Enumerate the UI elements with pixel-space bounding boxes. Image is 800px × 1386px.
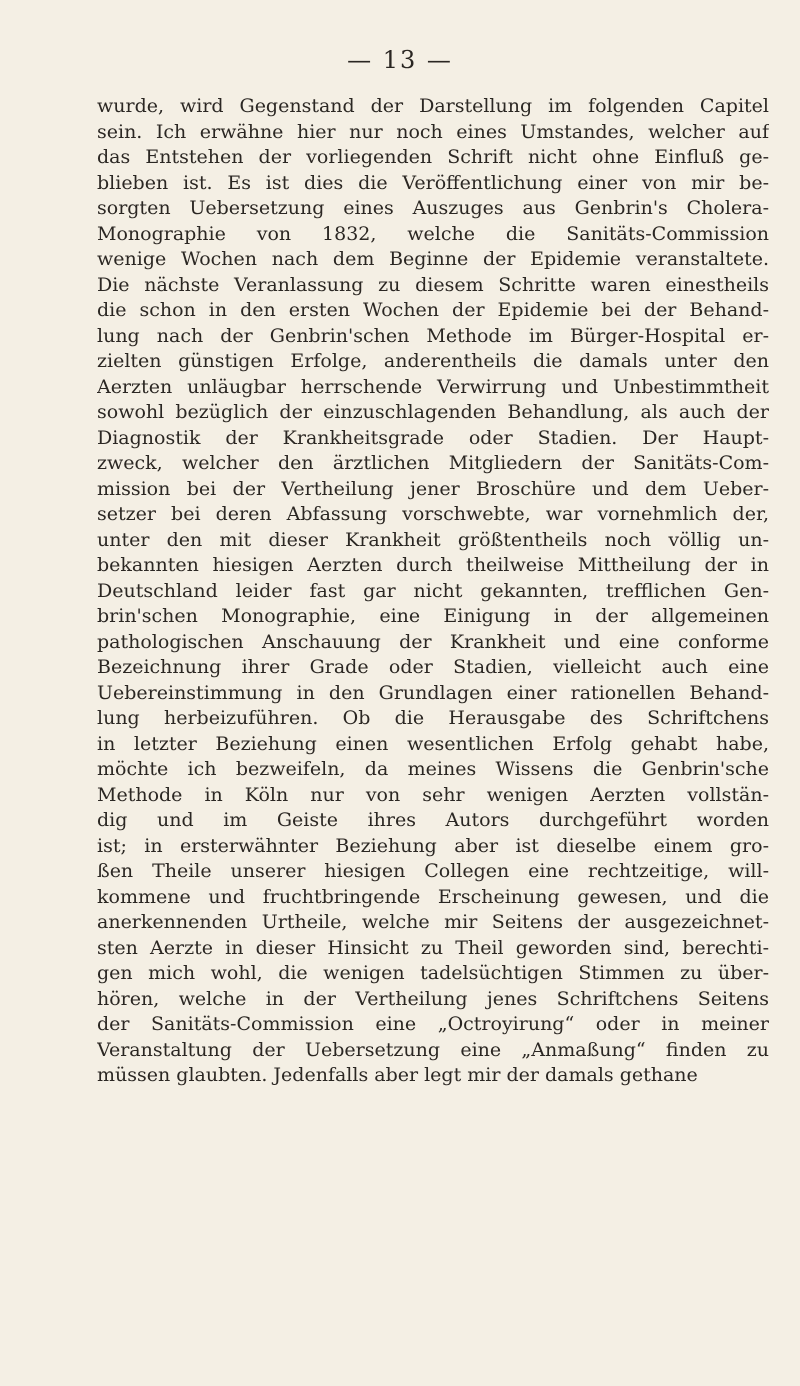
text-line: wurde, wird Gegenstand der Darstellung im folgenden Capitel — [97, 95, 769, 117]
text-line: Aerzten unläugbar herrschende Verwirrung und Unbestimmtheit — [97, 375, 769, 398]
text-line: Methode in Köln nur von sehr wenigen Aerzten vollstän- — [97, 783, 769, 806]
text-line: setzer bei deren Abfassung vorschwebte, war vornehmlich der, — [97, 503, 769, 525]
text-line: sowohl bezüglich der einzuschlagenden Behandlung, als auch der — [97, 401, 769, 423]
text-line: dig und im Geiste ihres Autors durchgeführt worden — [97, 809, 769, 831]
text-line: brin'schen Monographie, eine Einigung in der allgemeinen — [97, 605, 769, 627]
text-line: gen mich wohl, die wenigen tadelsüchtigen Stimmen zu über- — [97, 962, 769, 984]
text-line: anerkennenden Urtheile, welche mir Seitens der ausgezeichnet- — [97, 911, 769, 933]
page-number: — 13 — — [347, 46, 453, 74]
text-line: Deutschland leider fast gar nicht gekannten, trefflichen Gen- — [97, 579, 769, 602]
text-line: bekannten hiesigen Aerzten durch theilweise Mittheilung der in — [97, 554, 769, 576]
text-line: ist; in ersterwähnter Beziehung aber ist dieselbe einem gro- — [97, 834, 769, 857]
text-line: Monographie von 1832, welche die Sanitäts-Commission — [97, 222, 769, 245]
text-line: zweck, welcher den ärztlichen Mitgliedern der Sanitäts-Com- — [97, 452, 769, 474]
text-line: lung herbeizuführen. Ob die Herausgabe des Schriftchens — [97, 707, 769, 729]
text-line: lung nach der Genbrin'schen Methode im Bürger-Hospital er- — [97, 324, 769, 347]
text-line: sorgten Uebersetzung eines Auszuges aus Genbrin's Cholera- — [97, 197, 769, 219]
text-line: Bezeichnung ihrer Grade oder Stadien, vielleicht auch eine — [97, 656, 769, 678]
text-line: müssen glaubten. Jedenfalls aber legt mir der damals gethane — [97, 1064, 698, 1086]
text-line: der Sanitäts-Commission eine „Octroyirung“ oder in meiner — [97, 1013, 769, 1035]
body-text — [97, 94, 769, 1089]
text-line: kommene und fruchtbringende Erscheinung gewesen, und die — [97, 885, 769, 908]
text-line: pathologischen Anschauung der Krankheit und eine conforme — [97, 630, 769, 653]
text-line: Uebereinstimmung in den Grundlagen einer rationellen Behand- — [97, 681, 769, 704]
text-line: mission bei der Vertheilung jener Broschüre und dem Ueber- — [97, 477, 769, 500]
text-line: zielten günstigen Erfolge, anderentheils die damals unter den — [97, 350, 769, 372]
text-line: blieben ist. Es ist dies die Veröffentlichung einer von mir be- — [97, 171, 769, 194]
text-line: Veranstaltung der Uebersetzung eine „Anmaßung“ finden zu — [97, 1038, 769, 1061]
text-line: sein. Ich erwähne hier nur noch eines Umstandes, welcher auf — [97, 120, 769, 143]
text-line: ßen Theile unserer hiesigen Collegen eine rechtzeitige, will- — [97, 860, 769, 882]
text-line: wenige Wochen nach dem Beginne der Epidemie veranstaltete. — [97, 248, 769, 270]
text-line: in letzter Beziehung einen wesentlichen Erfolg gehabt habe, — [97, 732, 769, 755]
text-line: sten Aerzte in dieser Hinsicht zu Theil geworden sind, berechti- — [97, 936, 769, 959]
text-line: die schon in den ersten Wochen der Epidemie bei der Behand- — [97, 299, 769, 321]
text-line: das Entstehen der vorliegenden Schrift nicht ohne Einfluß ge- — [97, 146, 769, 168]
text-line: unter den mit dieser Krankheit größtentheils noch völlig un- — [97, 528, 769, 551]
text-line: hören, welche in der Vertheilung jenes Schriftchens Seitens — [97, 987, 769, 1010]
text-line: Diagnostik der Krankheitsgrade oder Stadien. Der Haupt- — [97, 426, 769, 449]
text-line: möchte ich bezweifeln, da meines Wissens die Genbrin'sche — [97, 758, 769, 780]
text-line: Die nächste Veranlassung zu diesem Schritte waren einestheils — [97, 273, 769, 296]
